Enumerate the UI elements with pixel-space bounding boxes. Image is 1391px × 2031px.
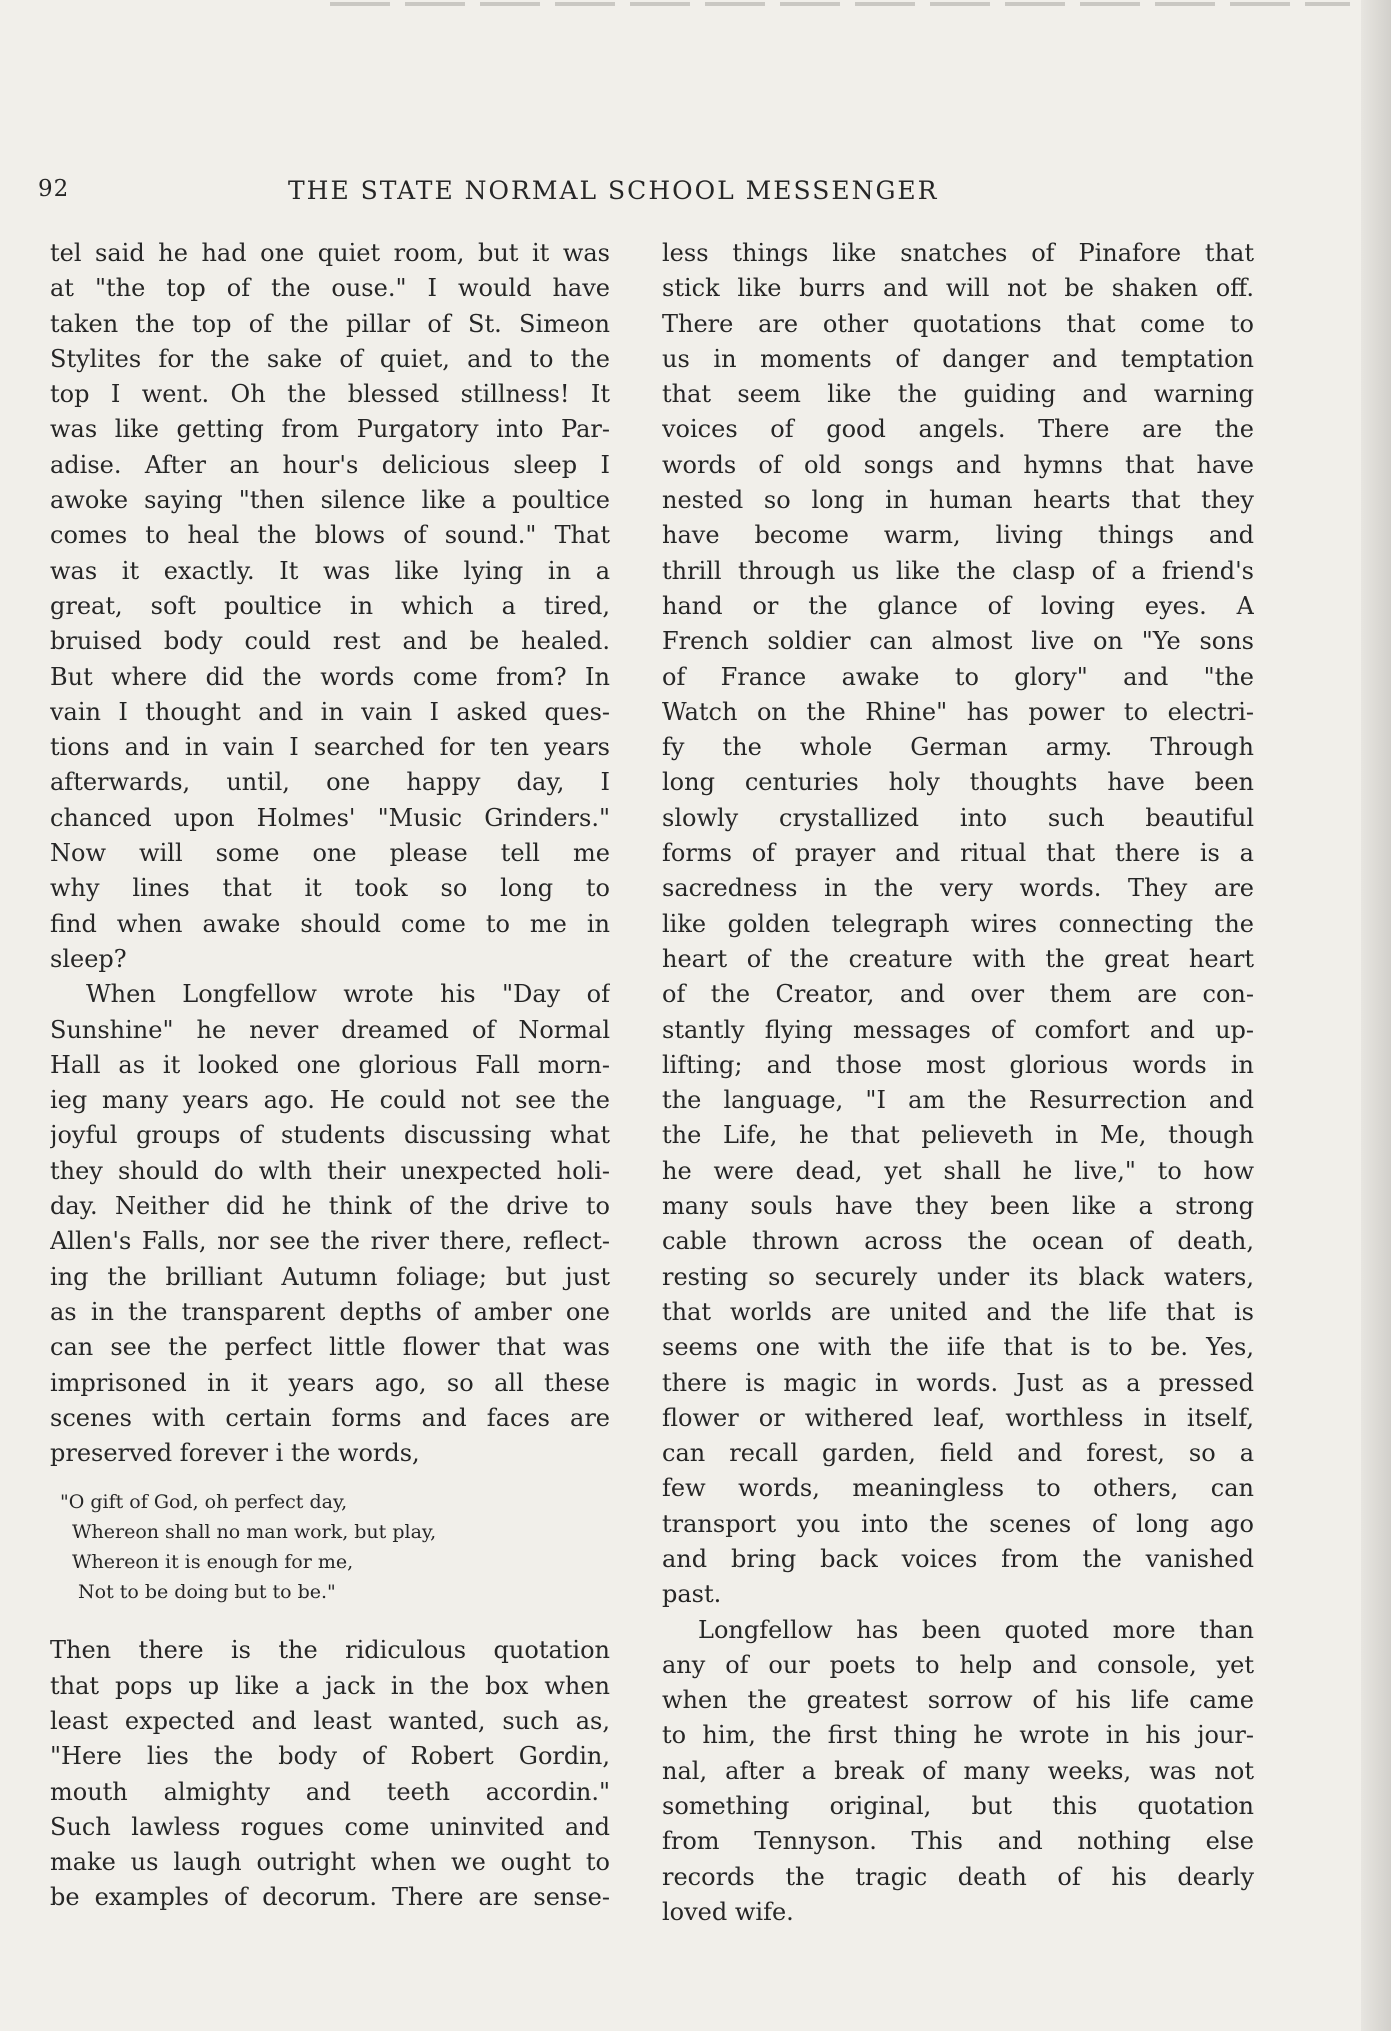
text-line: stantly flying messages of comfort and up- [662,1015,1254,1044]
text-line: to him, the first thing he wrote in his jour- [662,1721,1254,1750]
text-line: thrill through us like the clasp of a friend's [662,556,1254,585]
text-line: of France awake to glory" and "the [662,662,1254,691]
scan-top-artifact [330,2,1350,6]
text-line: sleep? [50,944,127,973]
text-line: that pops up like a jack in the box when [50,1671,610,1700]
text-line: joyful groups of students discussing what [50,1121,610,1150]
page-number: 92 [38,176,70,202]
text-line: the Life, he that pelieveth in Me, though [662,1121,1254,1150]
text-line: ing the brilliant Autumn foliage; but just [50,1262,610,1291]
text-line: many souls have they been like a strong [662,1192,1254,1221]
text-line: Now will some one please tell me [50,839,610,868]
text-line: there is magic in words. Just as a pressed [662,1368,1254,1397]
scan-page-edge [1361,0,1391,2031]
text-line: why lines that it took so long to [50,874,610,903]
text-line: make us laugh outright when we ought to [50,1848,610,1877]
text-line: cable thrown across the ocean of death, [662,1227,1254,1256]
text-line: that worlds are united and the life that is [662,1297,1254,1326]
text-line: ieg many years ago. He could not see the [50,1086,610,1115]
text-line: words of old songs and hymns that have [662,450,1254,479]
text-line: us in moments of danger and temptation [662,344,1254,373]
text-line: past. [662,1580,722,1609]
text-line: forms of prayer and ritual that there is a [662,839,1254,868]
text-line: transport you into the scenes of long ago [662,1509,1254,1538]
text-line: Longfellow has been quoted more than [698,1615,1254,1644]
text-line: flower or withered leaf, worthless in itself, [662,1403,1254,1432]
text-line: have become warm, living things and [662,521,1254,550]
text-line: fy the whole German army. Through [662,733,1254,762]
text-line: Hall as it looked one glorious Fall morn- [50,1050,610,1079]
text-line: chanced upon Holmes' "Music Grinders." [50,803,610,832]
text-line: taken the top of the pillar of St. Simeon [50,309,610,338]
text-line: mouth almighty and teeth accordin." [50,1777,610,1806]
text-line: they should do wlth their unexpected holi- [50,1156,610,1185]
text-line: heart of the creature with the great heart [662,944,1254,973]
text-line: slowly crystallized into such beautiful [662,803,1254,832]
text-line: of the Creator, and over them are con- [662,980,1254,1009]
text-line: any of our poets to help and console, yet [662,1650,1254,1679]
text-line: from Tennyson. This and nothing else [662,1827,1254,1856]
text-line: preserved forever i the words, [50,1439,420,1468]
text-line: nested so long in human hearts that they [662,486,1254,515]
poem-quotation [50,1487,610,1607]
text-line: Then there is the ridiculous quotation [50,1636,610,1665]
text-line: was it exactly. It was like lying in a [50,556,610,585]
text-line: scenes with certain forms and faces are [50,1403,610,1432]
right-column-text [662,236,1254,1930]
right-column [662,236,1254,1930]
poem-line: "O gift of God, oh perfect day, [60,1491,348,1514]
text-line: and bring back voices from the vanished [662,1544,1254,1573]
text-line: bruised body could rest and be healed. [50,627,610,656]
poem-line: Whereon it is enough for me, [72,1551,354,1574]
text-line: the language, "I am the Resurrection and [662,1086,1254,1115]
left-column-text [50,236,610,1471]
text-line: Stylites for the sake of quiet, and to the [50,344,610,373]
text-line: as in the transparent depths of amber one [50,1297,610,1326]
text-line: top I went. Oh the blessed stillness! It [50,380,610,409]
text-line: adise. After an hour's delicious sleep I [50,450,610,479]
text-line: was like getting from Purgatory into Par- [50,415,610,444]
text-line: sacredness in the very words. They are [662,874,1254,903]
text-line: least expected and least wanted, such as, [50,1706,610,1735]
text-line: tel said he had one quiet room, but it was [50,239,610,267]
text-line: awoke saying "then silence like a poultice [50,486,610,515]
text-line: resting so securely under its black waters, [662,1262,1254,1291]
text-line: when the greatest sorrow of his life came [662,1686,1254,1715]
text-line: imprisoned in it years ago, so all these [50,1368,610,1397]
text-line: loved wife. [662,1897,794,1926]
text-line: something original, but this quotation [662,1792,1254,1821]
left-column [50,236,610,1916]
text-line: Sunshine" he never dreamed of Normal [50,1015,610,1044]
text-line: find when awake should come to me in [50,909,610,938]
text-line: be examples of decorum. There are sense- [50,1883,610,1912]
text-line: Such lawless rogues come uninvited and [50,1812,610,1841]
text-line: can see the perfect little flower that was [50,1333,610,1362]
text-line: Watch on the Rhine" has power to electri- [662,697,1254,726]
text-line: records the tragic death of his dearly [662,1862,1254,1891]
text-line: tions and in vain I searched for ten years [50,733,610,762]
text-line: day. Neither did he think of the drive to [50,1192,610,1221]
text-line: French soldier can almost live on "Ye sons [662,627,1254,656]
text-line: vain I thought and in vain I asked ques- [50,697,610,726]
text-line: can recall garden, field and forest, so a [662,1439,1254,1468]
text-line: long centuries holy thoughts have been [662,768,1254,797]
text-line: nal, after a break of many weeks, was not [662,1756,1254,1785]
text-line: voices of good angels. There are the [662,415,1254,444]
running-head [38,176,1353,216]
text-line: comes to heal the blows of sound." That [50,521,610,550]
text-line: But where did the words come from? In [50,662,610,691]
text-line: Allen's Falls, nor see the river there, reflect- [50,1227,610,1256]
left-column-text-continued [50,1633,610,1915]
text-line: like golden telegraph wires connecting the [662,909,1254,938]
text-line: seems one with the iife that is to be. Yes, [662,1333,1254,1362]
text-line: "Here lies the body of Robert Gordin, [50,1742,610,1771]
text-line: he were dead, yet shall he live," to how [662,1156,1254,1185]
poem-line: Whereon shall no man work, but play, [72,1521,437,1544]
text-line: less things like snatches of Pinafore that [662,239,1254,267]
text-line: that seem like the guiding and warning [662,380,1254,409]
text-line: at "the top of the ouse." I would have [50,274,610,303]
text-line: stick like burrs and will not be shaken off. [662,274,1254,303]
text-line: hand or the glance of loving eyes. A [662,591,1254,620]
poem-line: Not to be doing but to be." [78,1581,336,1604]
text-line: When Longfellow wrote his "Day of [86,980,610,1009]
text-line: afterwards, until, one happy day, I [50,768,610,797]
text-line: great, soft poultice in which a tired, [50,591,610,620]
text-line: lifting; and those most glorious words in [662,1050,1254,1079]
text-line: few words, meaningless to others, can [662,1474,1254,1503]
text-line: There are other quotations that come to [662,309,1254,338]
journal-title: THE STATE NORMAL SCHOOL MESSENGER [288,176,939,205]
